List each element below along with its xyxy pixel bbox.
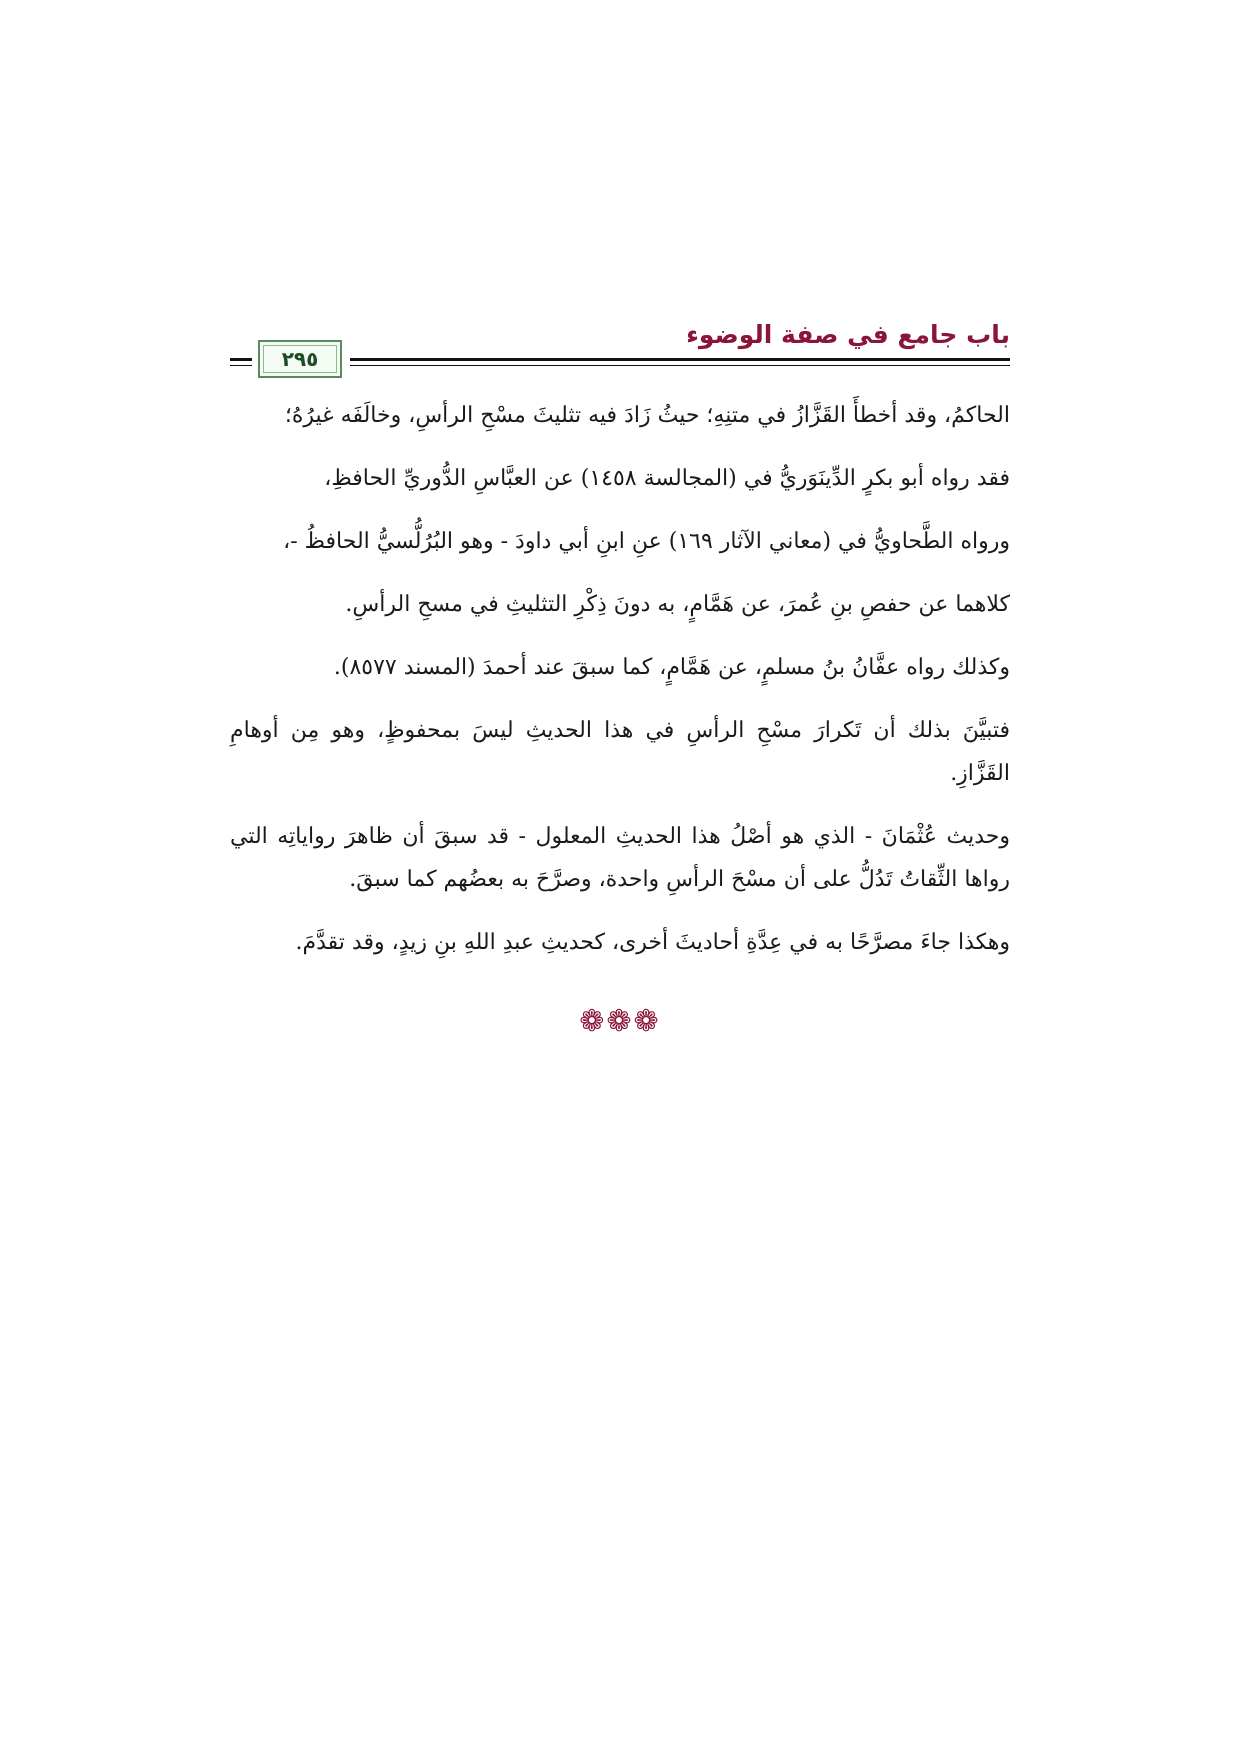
paragraph: الحاكمُ، وقد أخطأَ القَزَّازُ في متنِهِ؛ حيثُ زَادَ فيه تثليثَ مسْحِ الرأسِ، وخالَفَه غيرُهُ؛ <box>284 403 1010 428</box>
paragraph: وكذلك رواه عفَّانُ بنُ مسلمٍ، عن هَمَّامٍ، كما سبقَ عند أحمدَ (المسند ٨٥٧٧). <box>333 655 1010 680</box>
section-end-ornament-icon <box>230 1004 1010 1039</box>
paragraph: فقد رواه أبو بكرٍ الدِّينَوَريُّ في (المجالسة ١٤٥٨) عن العبَّاسِ الدُّوريِّ الحافظِ، <box>324 466 1010 491</box>
page-number-badge <box>258 340 342 378</box>
page-number: ٢٩٥ <box>281 347 319 371</box>
page <box>230 320 1010 1039</box>
paragraph: وهكذا جاءَ مصرَّحًا به في عِدَّةِ أحاديثَ أخرى، كحديثِ عبدِ اللهِ بنِ زيدٍ، وقد تقدَّمَ. <box>295 930 1010 955</box>
body-text <box>230 394 1010 964</box>
paragraph: كلاهما عن حفصِ بنِ عُمرَ، عن هَمَّامٍ، به دونَ ذِكْرِ التثليثِ في مسحِ الرأسِ. <box>345 592 1010 617</box>
header-rule-left <box>230 358 252 366</box>
paragraph: ورواه الطَّحاويُّ في (معاني الآثار ١٦٩) عنِ ابنِ أبي داودَ - وهو البُرُلُّسيُّ الحافظُ -، <box>283 529 1010 554</box>
paragraph: فتبيَّنَ بذلك أن تَكرارَ مسْحِ الرأسِ في هذا الحديثِ ليسَ بمحفوظٍ، وهو مِن أوهامِ القَزَّازِ. <box>230 718 1010 786</box>
chapter-title: باب جامع في صفة الوضوء <box>686 320 1010 349</box>
ornament-glyphs: ❁❁❁ <box>579 1004 661 1039</box>
header-rule <box>350 358 1010 366</box>
paragraph: وحديث عُثْمَانَ - الذي هو أصْلُ هذا الحديثِ المعلول - قد سبقَ أن ظاهرَ رواياتِه التي رواها الثِّقاتُ تَدُلُّ على أن مسْحَ الرأسِ واحدة، وصرَّحَ به بعضُهم كما سبقَ. <box>230 824 1010 892</box>
page-header <box>230 320 1010 370</box>
